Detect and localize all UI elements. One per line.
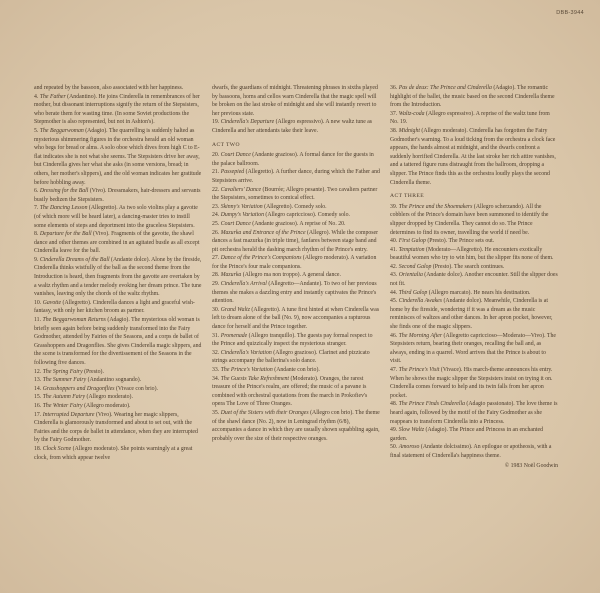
note-paragraph (390, 237, 558, 246)
item-number: 28. (212, 272, 220, 279)
item-title: The Father (39, 93, 66, 100)
note-paragraph (390, 263, 558, 272)
item-number: 24. (212, 212, 220, 219)
item-title: Court Dance (220, 152, 251, 159)
item-text: (Allegretto). A tune first hinted at when Cinderella was left to dream alone of the ball (No. 9), now accompanies a rapturous dance for herself and the Prince together. (212, 306, 380, 331)
item-text: (Allegro ma non troppo). A general dance. (241, 272, 341, 279)
note-paragraph (34, 411, 202, 445)
item-number: 30. (212, 306, 220, 313)
item-title: Skinny's Variation (220, 203, 263, 210)
item-text: (Adagio passionato). The love theme is heard again, followed by the motif of the Fairy Godmother as she reappears to transform Cinderella into a Princess. (390, 401, 558, 425)
item-text: (Vivo). Fragments of the gavotte, the shawl dance and other themes are combined in an agitated bustle as all except Cinderella leave for the ball. (34, 231, 200, 255)
item-title: Cavaliers' Dance (220, 186, 262, 193)
item-text: (Andantino sognando). (86, 377, 142, 384)
item-title: Slow Waltz (398, 427, 425, 434)
catalog-number: DBB-3944 (556, 10, 584, 16)
item-title: Promenade (220, 332, 248, 339)
note-paragraph (34, 204, 202, 230)
item-number: 16. (34, 402, 42, 409)
item-title: Second Galop (398, 263, 432, 270)
item-number: 11. (34, 317, 42, 324)
item-title: The Dancing Lesson (39, 205, 88, 212)
item-text: (Adagio). The quarrelling is suddenly halted as mysterious shimmering figures in the orchestra herald an old woman who begs for bread or alms. A solo oboe which dives from high C to E-flat indicates she is not what she seems. The Stepsisters drive her away, but Cinderella gives her what she asks (in some versions, bread; in others, her mother's slippers), and the old woman indicates her gratitude before hobbling away. (34, 127, 202, 186)
item-text: (Andante dolcissimo). An epilogue or apotheosis, with a final statement of Cinderella's happiness theme. (390, 444, 552, 459)
note-paragraph (34, 376, 202, 385)
item-title: Dumpy's Variation (220, 212, 264, 219)
item-number: 4. (34, 93, 39, 100)
item-number: 32. (212, 349, 220, 356)
item-title: Cinderella's Variation (220, 349, 272, 356)
item-text: dwarfs, the guardians of midnight. Threatening phrases in sixths played by bassoons, horns and cellos warn Cinderella that the magic spell will be broken on the last stroke of midnight and she will instantly revert to her previous state. (212, 85, 378, 117)
item-text: (Moderato—Allegretto). He encounters exotically beautiful women who try to win him, but the slipper fits none of them. (390, 246, 554, 262)
note-paragraph (390, 271, 558, 288)
item-number: 18. (34, 445, 42, 452)
note-paragraph (34, 187, 202, 204)
item-number: 46. (390, 332, 398, 339)
item-number: 12. (34, 368, 42, 375)
note-paragraph (212, 220, 380, 229)
note-paragraph (390, 246, 558, 263)
item-title: Cinderella Awakes (398, 298, 443, 305)
note-paragraph (212, 332, 380, 349)
item-title: Gavotte (42, 299, 62, 306)
item-title: Waltz-coda (398, 110, 425, 117)
item-text: (Andante dolce). Another encounter. Still the slipper does not fit. (390, 272, 558, 288)
note-paragraph (34, 84, 202, 93)
note-paragraph (390, 366, 558, 400)
item-title: Cinderella's Departure (220, 119, 275, 126)
item-text: (Allegro moderato). A variation for the Prince's four male companions. (212, 255, 377, 270)
item-text: (Allegretto). Cinderella dances a light and graceful wish-fantasy, with only her kitchen broom as partner. (34, 299, 195, 315)
note-paragraph (390, 297, 558, 331)
note-paragraph (34, 230, 202, 256)
item-number: 37. (390, 110, 398, 117)
item-number: 21. (212, 169, 220, 176)
item-number: 43. (390, 272, 398, 279)
item-title: Dressing for the Ball (39, 188, 89, 195)
note-paragraph (34, 299, 202, 316)
item-title: Pas de deux: The Prince and Cinderella (398, 85, 492, 91)
item-title: The Summer Fairy (42, 377, 87, 384)
item-number: 25. (212, 220, 220, 227)
item-text: and repeated by the bassoon, also associated with her happiness. (34, 85, 184, 91)
item-number: 36. (390, 85, 398, 91)
item-title: Interrupted Departure (42, 411, 95, 418)
item-number: 20. (212, 152, 220, 159)
item-number: 15. (34, 394, 42, 401)
item-text: (Andante dolce). Alone by the fireside, Cinderella thinks wistfully of the ball as the second theme from the Introduction is heard, then fragments from the gavotte are overtaken by a waltz rhythm and a tender melody evoking her dream prince. The tune vanishes, leaving only the chords of the waltz rhythm. (34, 256, 202, 298)
text-column-1 (34, 84, 202, 589)
text-column-3 (390, 84, 558, 589)
item-title: The Morning After (398, 332, 443, 339)
item-number: 47. (390, 367, 398, 373)
item-title: The Prince Finds Cinderella (398, 401, 465, 408)
item-title: The Beggarwoman (39, 127, 84, 134)
note-paragraph (34, 385, 202, 394)
item-text: (Allegro tranquillo). The guests pay formal respect to the Prince and quizzically inspect the mysterious stranger. (212, 332, 373, 348)
item-text: (Allegretto). A further dance, during which the Father and Stepsisters arrive. (212, 169, 380, 184)
note-paragraph (212, 151, 380, 168)
item-number: 6. (34, 188, 39, 195)
note-paragraph (390, 289, 558, 298)
item-title: Duet of the Sisters with their Oranges (220, 409, 309, 416)
item-number: 42. (390, 263, 398, 270)
item-title: Cinderella's Arrival (220, 281, 267, 288)
note-paragraph (212, 168, 380, 185)
item-text: (Adagio). The Prince and Princess in an enchanted garden. (390, 427, 543, 442)
item-title: Temptation (398, 246, 425, 253)
item-text: (Andante con brio). (272, 367, 320, 373)
item-text: (Adagio). The romantic highlight of the ballet, the music based on the second Cinderella theme from the Introduction. (390, 85, 555, 109)
item-title: Departure for the Ball (39, 231, 92, 238)
item-number: 35. (212, 409, 220, 416)
item-title: Mazurka (220, 272, 242, 279)
note-paragraph (212, 375, 380, 409)
item-text: (Allegro). While the composer dances a fast mazurka (in triple time), fanfares between stage band and pit orchestra herald the dashing march rhythm of the Prince's entry. (212, 229, 379, 253)
note-paragraph (212, 306, 380, 332)
item-text: (Allegro espressivo). A new waltz tune as Cinderella and her attendants take their leave. (212, 119, 373, 134)
item-number: 13. (34, 377, 42, 384)
note-paragraph (212, 186, 380, 203)
item-number: 38. (390, 127, 398, 134)
item-title: The Spring Fairy (42, 368, 83, 375)
note-paragraph (390, 84, 558, 110)
note-paragraph (212, 280, 380, 306)
item-title: The Prince's Variation (220, 367, 273, 373)
item-number: 31. (212, 332, 220, 339)
item-text: (Allegro grazioso). Clarinet and pizzicato strings accompany the ballerina's solo dance. (212, 349, 370, 365)
item-title: Cinderella Dreams of the Ball (39, 256, 110, 263)
item-text: (Allegro moderato). She points warningly at a great clock, from which appear twelve (34, 445, 193, 461)
item-number: 33. (212, 367, 220, 373)
item-title: First Galop (398, 238, 426, 245)
text-column-2 (212, 84, 380, 589)
item-title: Mazurka and Entrance of the Prince (220, 229, 306, 236)
item-title: The Winter Fairy (42, 402, 83, 409)
note-paragraph (212, 118, 380, 135)
note-paragraph (34, 368, 202, 377)
note-paragraph (212, 366, 380, 375)
note-paragraph (390, 426, 558, 443)
item-text: (Presto). The Prince sets out. (425, 238, 495, 245)
item-number: 48. (390, 401, 398, 408)
item-text: (Andantino). He joins Cinderella in remembrances of her mother, but dissonant interruptions signify the return of the Stepsisters, who berate them for wasting time. (In some Soviet productions the Stepmother is also represented, but not in Ashton's). (34, 93, 200, 126)
item-number: 39. (390, 203, 398, 210)
item-number: 14. (34, 385, 42, 392)
item-text: (Allegro scherzando). All the cobblers of the Prince's domain have been summoned to identify the slipper dropped by Cinderella. They cannot do so. The Prince determines to find its owner, travelling the world if need be. (390, 203, 549, 236)
note-paragraph (390, 400, 558, 426)
note-paragraph (34, 93, 202, 127)
item-title: Grand Waltz (220, 306, 250, 313)
item-text: (Presto). The search continues. (431, 263, 505, 270)
item-number: 8. (34, 231, 39, 238)
act-heading: ACT THREE (390, 193, 425, 200)
item-text: (Vivace con brio). (114, 385, 158, 392)
item-text: (Allegro con brio). The theme of the shawl dance (No. 2), now in Leningrad rhythm (6/8), accompanies a dance in which they are usually shown squabbling again, probably over the size of their respective oranges. (212, 409, 380, 442)
item-text: (Andante grazioso). A reprise of No. 20. (250, 220, 346, 227)
item-number: 17. (34, 411, 42, 418)
item-text: (Allegretto). As two solo violins play a gavotte (of which more will be heard later), a dancing-master tries to instill some elements of steps and deportment into the graceless Stepsisters. (34, 205, 198, 229)
item-title: Third Galop (398, 289, 428, 296)
note-paragraph (212, 211, 380, 220)
item-number: 45. (390, 298, 398, 305)
copyright-notice: © 1983 Noël Goodwin (504, 462, 558, 469)
note-paragraph (34, 402, 202, 411)
item-number: 49. (390, 427, 398, 434)
item-text: (Bourrée; Allegro pesante). Two cavaliers partner the Stepsisters, sometimes to comical effect. (212, 186, 378, 202)
item-title: The Prince's Visit (398, 367, 440, 373)
item-number: 22. (212, 186, 220, 193)
note-paragraph (212, 229, 380, 255)
item-title: Court Dance (220, 220, 251, 227)
note-paragraph (34, 316, 202, 368)
note-paragraph (34, 127, 202, 187)
item-title: Midnight (398, 127, 420, 134)
item-title: The Autumn Fairy (42, 394, 86, 401)
item-number: 10. (34, 299, 42, 306)
item-text: (Vivo). Wearing her magic slippers, Cinderella is glamorously transformed and about to set out, with the Fairies and the corps de ballet in attendance, when they are interrupted by the Fairy Godmother. (34, 411, 198, 444)
item-title: The Guests Take Refreshment (220, 375, 290, 382)
item-number: 27. (212, 255, 220, 262)
note-paragraph (390, 203, 558, 237)
item-number: 19. (212, 119, 220, 126)
item-number: 5. (34, 127, 39, 134)
item-title: The Beggarwoman Returns (42, 317, 106, 324)
item-number: 23. (212, 203, 220, 210)
item-text: (Andante dolce). Meanwhile, Cinderella is at home by the fireside, wondering if it was a dream as the music reminisces of waltzes and other dances. In her apron pocket, however, she finds one of the magic slippers. (390, 298, 553, 331)
item-text: (Allegretto). Comedy solo. (262, 203, 327, 210)
item-text: (Allegretto—Andante). To two of her previous themes she makes a dazzling entry and instantly captivates the Prince's attention. (212, 281, 377, 305)
note-paragraph (212, 84, 380, 118)
note-paragraph (34, 256, 202, 299)
note-paragraph (34, 445, 202, 462)
note-paragraph (212, 254, 380, 271)
item-title: Orientalia (398, 272, 423, 279)
note-paragraph (212, 409, 380, 443)
item-number: 50. (390, 444, 398, 451)
item-text: (Allegretto capriccioso—Moderato—Vivo). The Stepsisters return, bearing their oranges, recalling the ball and, as always, ending in a quarrel. Word arrives that the Prince is about to visit. (390, 332, 556, 365)
item-number: 7. (34, 205, 39, 212)
item-text: (Allegro moderato). (82, 402, 131, 409)
act-heading: ACT TWO (212, 141, 240, 148)
note-paragraph (390, 110, 558, 127)
item-title: Dance of the Prince's Companions (220, 255, 302, 262)
item-number: 40. (390, 238, 398, 245)
item-number: 29. (212, 281, 220, 288)
note-paragraph (390, 332, 558, 366)
item-text: (Allegro marcato). He nears his destination. (427, 289, 531, 296)
item-text: (Moderato). Oranges, the rarest treasure of the Prince's realm, are offered; the music of a pavane is combined with orchestral quotations from the march in Prokofiev's opera The Love of Three Oranges. (212, 375, 368, 408)
item-title: Clock Scene (42, 445, 72, 452)
item-text: (Allegro capriccioso). Comedy solo. (263, 212, 350, 219)
note-paragraph (390, 443, 558, 460)
item-number: 9. (34, 256, 39, 263)
item-text: (Adagio). The mysterious old woman is briefly seen again before being suddenly transformed into the Fairy Godmother, attended by Fairies of the Seasons, and a corps de ballet of Grasshoppers and Dragonflies. She gives Cinderella magic slippers, and the scene is transformed for the divertissement of the Seasons in the following five dances. (34, 317, 202, 366)
item-number: 44. (390, 289, 398, 296)
item-title: Grasshoppers and Dragonflies (42, 385, 115, 392)
note-paragraph (212, 349, 380, 366)
item-text: (Andante grazioso). A formal dance for the guests in the palace ballroom. (212, 152, 374, 167)
item-title: Amoroso (398, 444, 420, 451)
item-title: The Prince and the Shoemakers (398, 203, 473, 210)
item-text: (Allegro moderato). Cinderella has forgotten the Fairy Godmother's warning. To a loud ticking from the orchestra a clock face appears, the hands almost at midnight, and the dwarfs confront a suddenly horrified Cinderella. At the last stroke her rich attire vanishes, and a tattered figure runs distraught from the ballroom, dropping a slipper. The Prince finds this as the orchestra loudly plays the second Cinderella theme. (390, 127, 556, 186)
item-text: (Vivo). Dressmakers, hair-dressers and servants busily bedizen the Stepsisters. (34, 188, 201, 203)
item-text: (Presto). (82, 368, 104, 375)
note-paragraph (212, 203, 380, 212)
note-paragraph (34, 393, 202, 402)
item-number: 34. (212, 375, 220, 382)
item-number: 26. (212, 229, 220, 236)
item-text: (Allegro espressivo). A reprise of the waltz tune from No. 19. (390, 110, 550, 126)
item-title: Passepied (220, 169, 245, 176)
item-number: 41. (390, 246, 398, 253)
item-text: (Vivace). His march-theme announces his entry. When he shows the magic slipper the Stepsisters insist on trying it on. Cinderella comes forward to help and its twin falls from her apron pocket. (390, 367, 553, 399)
note-paragraph (212, 271, 380, 280)
item-text: (Allegro moderato). (85, 394, 133, 401)
note-paragraph (390, 127, 558, 187)
